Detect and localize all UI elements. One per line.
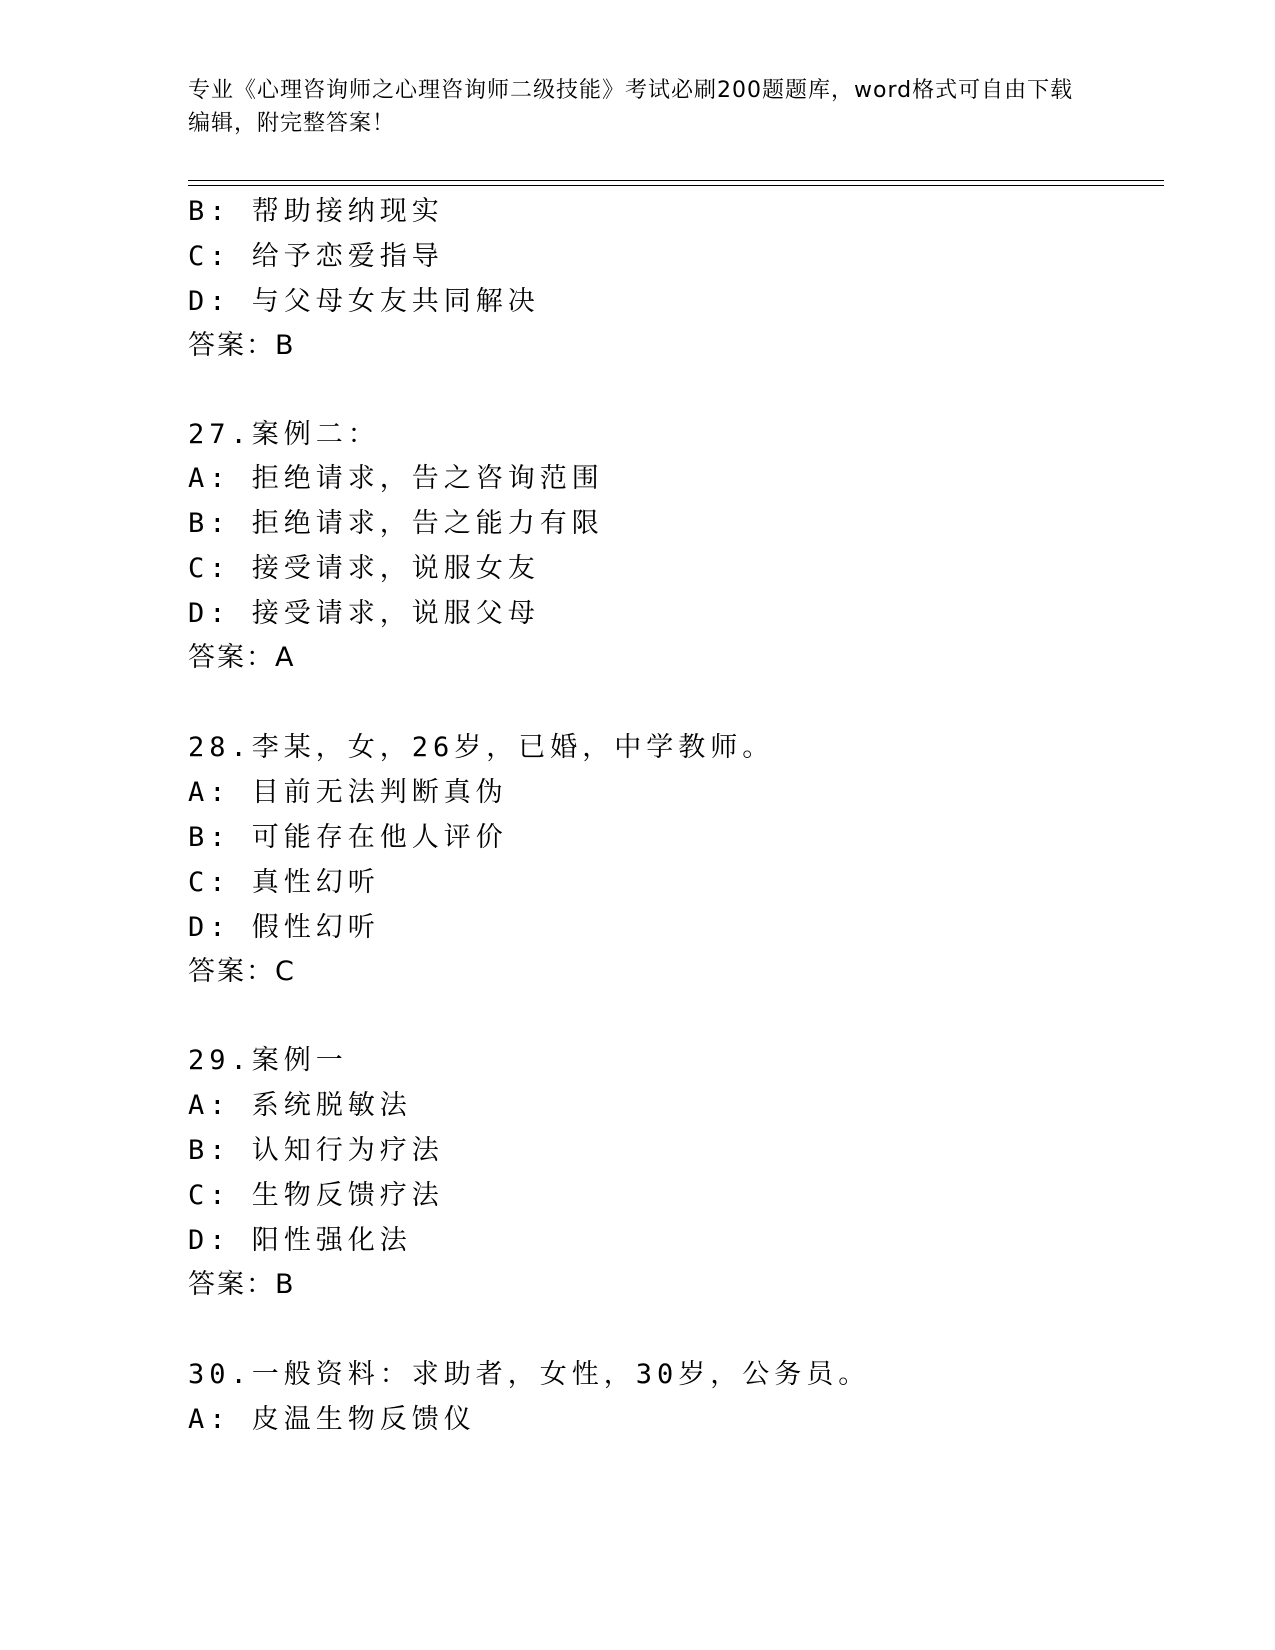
answer-line: 答案：B <box>188 1269 296 1300</box>
option-a: A: 拒绝请求，告之咨询范围 <box>188 463 604 494</box>
header-divider-bottom <box>188 185 1164 186</box>
option-a: A: 目前无法判断真伪 <box>188 777 508 808</box>
answer-line: 答案：A <box>188 642 296 673</box>
option-a: A: 系统脱敏法 <box>188 1090 412 1121</box>
option-b: B: 拒绝请求，告之能力有限 <box>188 508 604 539</box>
option-d: D: 接受请求，说服父母 <box>188 598 540 629</box>
option-b: B: 认知行为疗法 <box>188 1135 444 1166</box>
answer-line: 答案：B <box>188 330 296 361</box>
option-d: D: 阳性强化法 <box>188 1225 412 1256</box>
option-c: C: 生物反馈疗法 <box>188 1180 444 1211</box>
option-a: A: 皮温生物反馈仪 <box>188 1404 476 1435</box>
question-27: 27.案例二： <box>188 419 380 450</box>
option-d: D: 与父母女友共同解决 <box>188 286 540 317</box>
option-c: C: 给予恋爱指导 <box>188 241 444 272</box>
option-d: D: 假性幻听 <box>188 912 380 943</box>
document-header: 专业《心理咨询师之心理咨询师二级技能》考试必刷200题题库，word格式可自由下载编辑，附完整答案！ <box>188 78 1074 136</box>
option-c: C: 接受请求，说服女友 <box>188 553 540 584</box>
question-28: 28.李某，女，26岁，已婚，中学教师。 <box>188 732 775 763</box>
option-c: C: 真性幻听 <box>188 867 380 898</box>
answer-line: 答案：C <box>188 956 296 987</box>
header-divider-top <box>188 180 1164 181</box>
question-29: 29.案例一 <box>188 1045 348 1076</box>
option-b: B: 帮助接纳现实 <box>188 196 444 227</box>
question-30: 30.一般资料：求助者，女性，30岁，公务员。 <box>188 1359 871 1390</box>
option-b: B: 可能存在他人评价 <box>188 822 508 853</box>
